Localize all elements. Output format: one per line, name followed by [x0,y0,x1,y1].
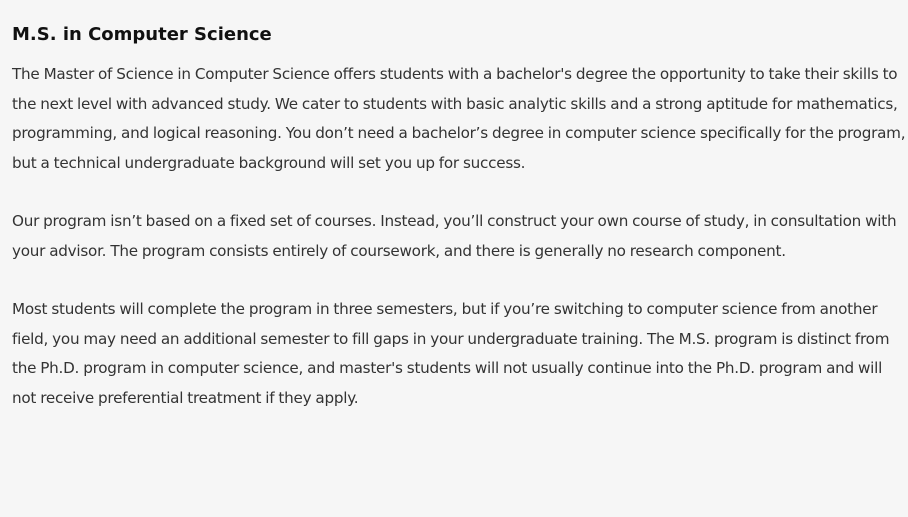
course-of-study-paragraph: Our program isn’t based on a fixed set of courses. Instead, you’ll construct your own course of study, in consultation with your advisor. The program consists entirely of coursework, and there is generally no research component. [12,212,897,260]
section-title: M.S. in Computer Science [12,24,272,45]
duration-paragraph: Most students will complete the program in three semesters, but if you’re switching to computer science from another field, you may need an additional semester to fill gaps in your undergraduate training. The M.S. program is distinct from the Ph.D. program in computer science, and master's students will not usually continue into the Ph.D. program and will not receive preferential treatment if they apply. [12,300,890,407]
intro-paragraph: The Master of Science in Computer Science offers students with a bachelor's degree the opportunity to take their skills to the next level with advanced study. We cater to students with basic analytic skills and a strong aptitude for mathematics, programming, and logical reasoning. You don’t need a bachelor’s degree in computer science specifically for the program, but a technical undergraduate background will set you up for success. [12,65,906,172]
